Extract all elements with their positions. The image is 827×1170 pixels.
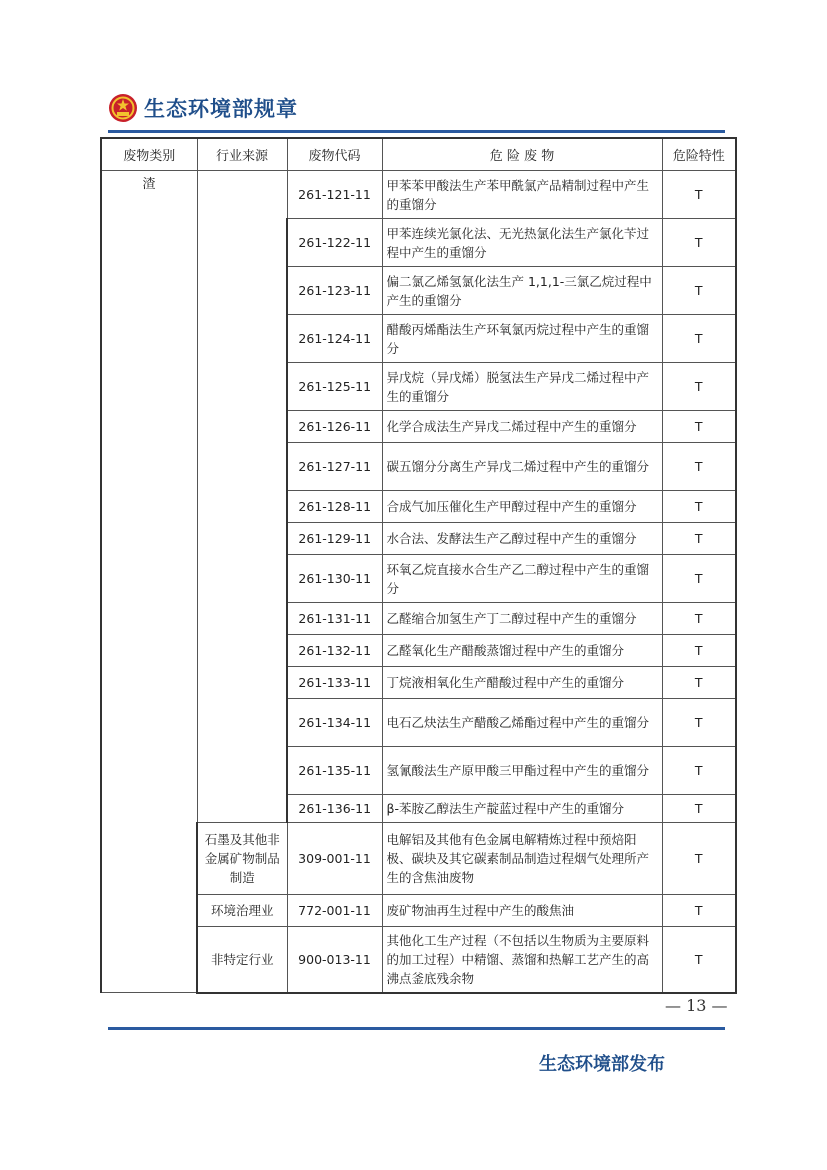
table-row	[101, 823, 736, 895]
hazard-characteristic-cell: T	[662, 267, 736, 315]
waste-description-cell: 甲苯连续光氯化法、无光热氯化法生产氯化苄过程中产生的重馏分	[382, 219, 662, 267]
waste-code-cell: 261-133-11	[287, 667, 382, 699]
waste-description-cell: 丁烷液相氧化生产醋酸过程中产生的重馏分	[382, 667, 662, 699]
hazard-characteristic-cell: T	[662, 747, 736, 795]
hazard-characteristic-cell: T	[662, 795, 736, 823]
industry-source-cell: 非特定行业	[197, 927, 287, 993]
waste-code-cell: 309-001-11	[287, 823, 382, 895]
waste-description-cell: 氢氰酸法生产原甲酸三甲酯过程中产生的重馏分	[382, 747, 662, 795]
waste-code-cell: 261-126-11	[287, 411, 382, 443]
waste-description-cell: 甲苯苯甲酸法生产苯甲酰氯产品精制过程中产生的重馏分	[382, 171, 662, 219]
hazard-characteristic-cell: T	[662, 219, 736, 267]
industry-source-cell	[197, 171, 287, 823]
waste-code-cell: 261-135-11	[287, 747, 382, 795]
waste-description-cell: 醋酸丙烯酯法生产环氧氯丙烷过程中产生的重馏分	[382, 315, 662, 363]
footer-divider	[108, 1027, 725, 1030]
hazard-characteristic-cell: T	[662, 171, 736, 219]
waste-description-cell: 电石乙炔法生产醋酸乙烯酯过程中产生的重馏分	[382, 699, 662, 747]
footer-publisher: 生态环境部发布	[539, 1054, 665, 1075]
waste-code-cell: 772-001-11	[287, 895, 382, 927]
waste-description-cell: 碳五馏分分离生产异戊二烯过程中产生的重馏分	[382, 443, 662, 491]
waste-description-cell: 其他化工生产过程（不包括以生物质为主要原料的加工过程）中精馏、蒸馏和热解工艺产生的高沸点釜底残余物	[382, 927, 662, 993]
waste-code-cell: 261-134-11	[287, 699, 382, 747]
waste-description-cell: 化学合成法生产异戊二烯过程中产生的重馏分	[382, 411, 662, 443]
hazard-characteristic-cell: T	[662, 927, 736, 993]
column-header-waste: 危 险 废 物	[382, 138, 662, 171]
waste-description-cell: 乙醛缩合加氢生产丁二醇过程中产生的重馏分	[382, 603, 662, 635]
header-divider	[108, 130, 725, 133]
table-header-row	[101, 138, 736, 171]
waste-description-cell: 合成气加压催化生产甲醇过程中产生的重馏分	[382, 491, 662, 523]
hazard-characteristic-cell: T	[662, 315, 736, 363]
column-header-code: 废物代码	[287, 138, 382, 171]
waste-description-cell: 乙醛氧化生产醋酸蒸馏过程中产生的重馏分	[382, 635, 662, 667]
waste-code-cell: 261-131-11	[287, 603, 382, 635]
waste-code-cell: 261-125-11	[287, 363, 382, 411]
page-number: — 13 —	[665, 996, 728, 1015]
hazard-characteristic-cell: T	[662, 895, 736, 927]
table-row	[101, 927, 736, 993]
table-row	[101, 895, 736, 927]
column-header-source: 行业来源	[197, 138, 287, 171]
waste-code-cell: 261-128-11	[287, 491, 382, 523]
waste-description-cell: 环氧乙烷直接水合生产乙二醇过程中产生的重馏分	[382, 555, 662, 603]
page-header	[108, 88, 298, 128]
waste-code-cell: 261-127-11	[287, 443, 382, 491]
waste-code-cell: 261-121-11	[287, 171, 382, 219]
waste-description-cell: 异戊烷（异戊烯）脱氢法生产异戊二烯过程中产生的重馏分	[382, 363, 662, 411]
hazard-characteristic-cell: T	[662, 603, 736, 635]
hazard-characteristic-cell: T	[662, 667, 736, 699]
hazard-characteristic-cell: T	[662, 699, 736, 747]
waste-code-cell: 261-129-11	[287, 523, 382, 555]
waste-description-cell: β-苯胺乙醇法生产靛蓝过程中产生的重馏分	[382, 795, 662, 823]
waste-description-cell: 电解铝及其他有色金属电解精炼过程中预焙阳极、碳块及其它碳素制品制造过程烟气处理所产生的含焦油废物	[382, 823, 662, 895]
hazard-characteristic-cell: T	[662, 523, 736, 555]
waste-code-cell: 261-136-11	[287, 795, 382, 823]
waste-description-cell: 偏二氯乙烯氢氯化法生产 1,1,1-三氯乙烷过程中产生的重馏分	[382, 267, 662, 315]
waste-category-cell: 渣	[101, 171, 197, 993]
hazard-characteristic-cell: T	[662, 555, 736, 603]
hazardous-waste-table	[100, 137, 737, 994]
industry-source-cell: 环境治理业	[197, 895, 287, 927]
waste-code-cell: 261-123-11	[287, 267, 382, 315]
industry-source-cell: 石墨及其他非金属矿物制品制造	[197, 823, 287, 895]
waste-code-cell: 261-122-11	[287, 219, 382, 267]
column-header-category: 废物类别	[101, 138, 197, 171]
waste-code-cell: 261-132-11	[287, 635, 382, 667]
waste-description-cell: 水合法、发酵法生产乙醇过程中产生的重馏分	[382, 523, 662, 555]
waste-code-cell: 900-013-11	[287, 927, 382, 993]
header-title: 生态环境部规章	[144, 97, 298, 121]
column-header-characteristic: 危险特性	[662, 138, 736, 171]
waste-code-cell: 261-124-11	[287, 315, 382, 363]
hazard-characteristic-cell: T	[662, 411, 736, 443]
waste-code-cell: 261-130-11	[287, 555, 382, 603]
hazard-characteristic-cell: T	[662, 363, 736, 411]
hazard-characteristic-cell: T	[662, 443, 736, 491]
hazard-characteristic-cell: T	[662, 491, 736, 523]
table-row	[101, 171, 736, 219]
national-emblem-icon	[108, 93, 138, 123]
hazard-characteristic-cell: T	[662, 823, 736, 895]
hazard-characteristic-cell: T	[662, 635, 736, 667]
waste-description-cell: 废矿物油再生过程中产生的酸焦油	[382, 895, 662, 927]
